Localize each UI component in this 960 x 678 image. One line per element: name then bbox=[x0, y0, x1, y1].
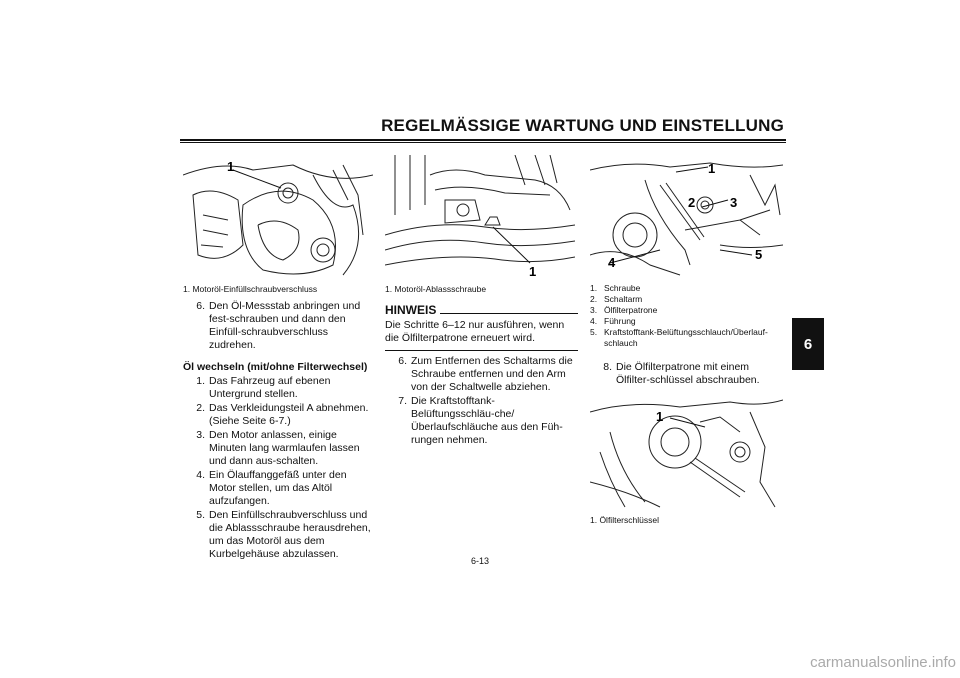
hinweis-rule bbox=[385, 350, 578, 351]
list-item: 6. Zum Entfernen des Schaltarms die Schraube entfernen und den Arm von der Schaltwelle abziehen. bbox=[398, 355, 573, 393]
figure4-callout: 1 bbox=[656, 409, 664, 424]
column-1 bbox=[183, 300, 373, 562]
figure3-callout-5: 5 bbox=[755, 247, 763, 262]
hinweis-text: Die Schritte 6–12 nur ausführen, wenn die Ölfilterpatrone erneuert wird. bbox=[385, 319, 565, 344]
step-8: 8. Die Ölfilterpatrone mit einem Ölfilter-schlüssel abschrauben. bbox=[603, 361, 760, 386]
list-item: 7. Die Kraftstofftank-Belüftungsschläu-che/Überlaufschläuche aus den Füh-rungen nehmen. bbox=[398, 395, 563, 446]
chapter-tab: 6 bbox=[792, 318, 824, 370]
figure3-caption-list bbox=[590, 283, 785, 349]
section-heading: Öl wechseln (mit/ohne Filterwechsel) bbox=[183, 361, 368, 373]
header-rule-thin bbox=[180, 142, 786, 143]
page-title: REGELMÄSSIGE WARTUNG UND EINSTELLUNG bbox=[381, 116, 784, 135]
figure3-callout-4: 4 bbox=[608, 255, 616, 270]
step-6: 6. Den Öl-Messstab anbringen und fest-schrauben und dann den Einfüll-schraubverschluss zudrehen. bbox=[196, 300, 361, 351]
figure2-callout: 1 bbox=[529, 264, 537, 279]
figure-oil-filter-wrench bbox=[590, 392, 783, 512]
figure3-callout-3: 3 bbox=[730, 195, 738, 210]
hinweis-heading: HINWEIS bbox=[385, 304, 578, 317]
figure3-callout-2: 2 bbox=[688, 195, 696, 210]
list-item: 1. Schraube bbox=[590, 283, 641, 293]
figure1-caption: 1. Motoröl-Einfüllschraubverschluss bbox=[183, 284, 318, 294]
figure1-callout: 1 bbox=[227, 159, 235, 174]
list-item: 3. Den Motor anlassen, einige Minuten lang warmlaufen lassen und dann aus-schalten. bbox=[196, 429, 360, 467]
header-rule bbox=[180, 139, 786, 141]
list-item: 4. Ein Ölauffanggefäß unter den Motor stellen, um das Altöl aufzufangen. bbox=[196, 469, 347, 507]
list-item: 4. Führung bbox=[590, 316, 636, 326]
figure-oil-filler-cap bbox=[183, 155, 373, 280]
list-item: 5. Den Einfüllschraubverschluss und die Ablassschraube herausdrehen, um das Motoröl aus dem Kurbelgehäuse abzulassen. bbox=[196, 509, 371, 560]
figure3-callout-1: 1 bbox=[708, 161, 716, 176]
watermark: carmanualsonline.info bbox=[810, 654, 956, 671]
figure-shift-arm bbox=[590, 155, 783, 280]
page-number: 6-13 bbox=[470, 556, 489, 566]
figure-drain-bolt bbox=[385, 155, 575, 280]
list-item: 2. Das Verkleidungsteil A abnehmen. (Siehe Seite 6-7.) bbox=[196, 402, 369, 427]
column-3 bbox=[590, 361, 783, 388]
list-item: 3. Ölfilterpatrone bbox=[590, 305, 658, 315]
figure4-caption: 1. Ölfilterschlüssel bbox=[590, 515, 659, 525]
list-item: 1. Das Fahrzeug auf ebenen Untergrund stellen. bbox=[196, 375, 331, 400]
list-item: 2. Schaltarm bbox=[590, 294, 643, 304]
column-2 bbox=[385, 304, 578, 448]
figure2-caption: 1. Motoröl-Ablassschraube bbox=[385, 284, 487, 294]
list-item: 5. Kraftstofftank-Belüftungsschlauch/Überlauf-schlauch bbox=[590, 327, 768, 348]
